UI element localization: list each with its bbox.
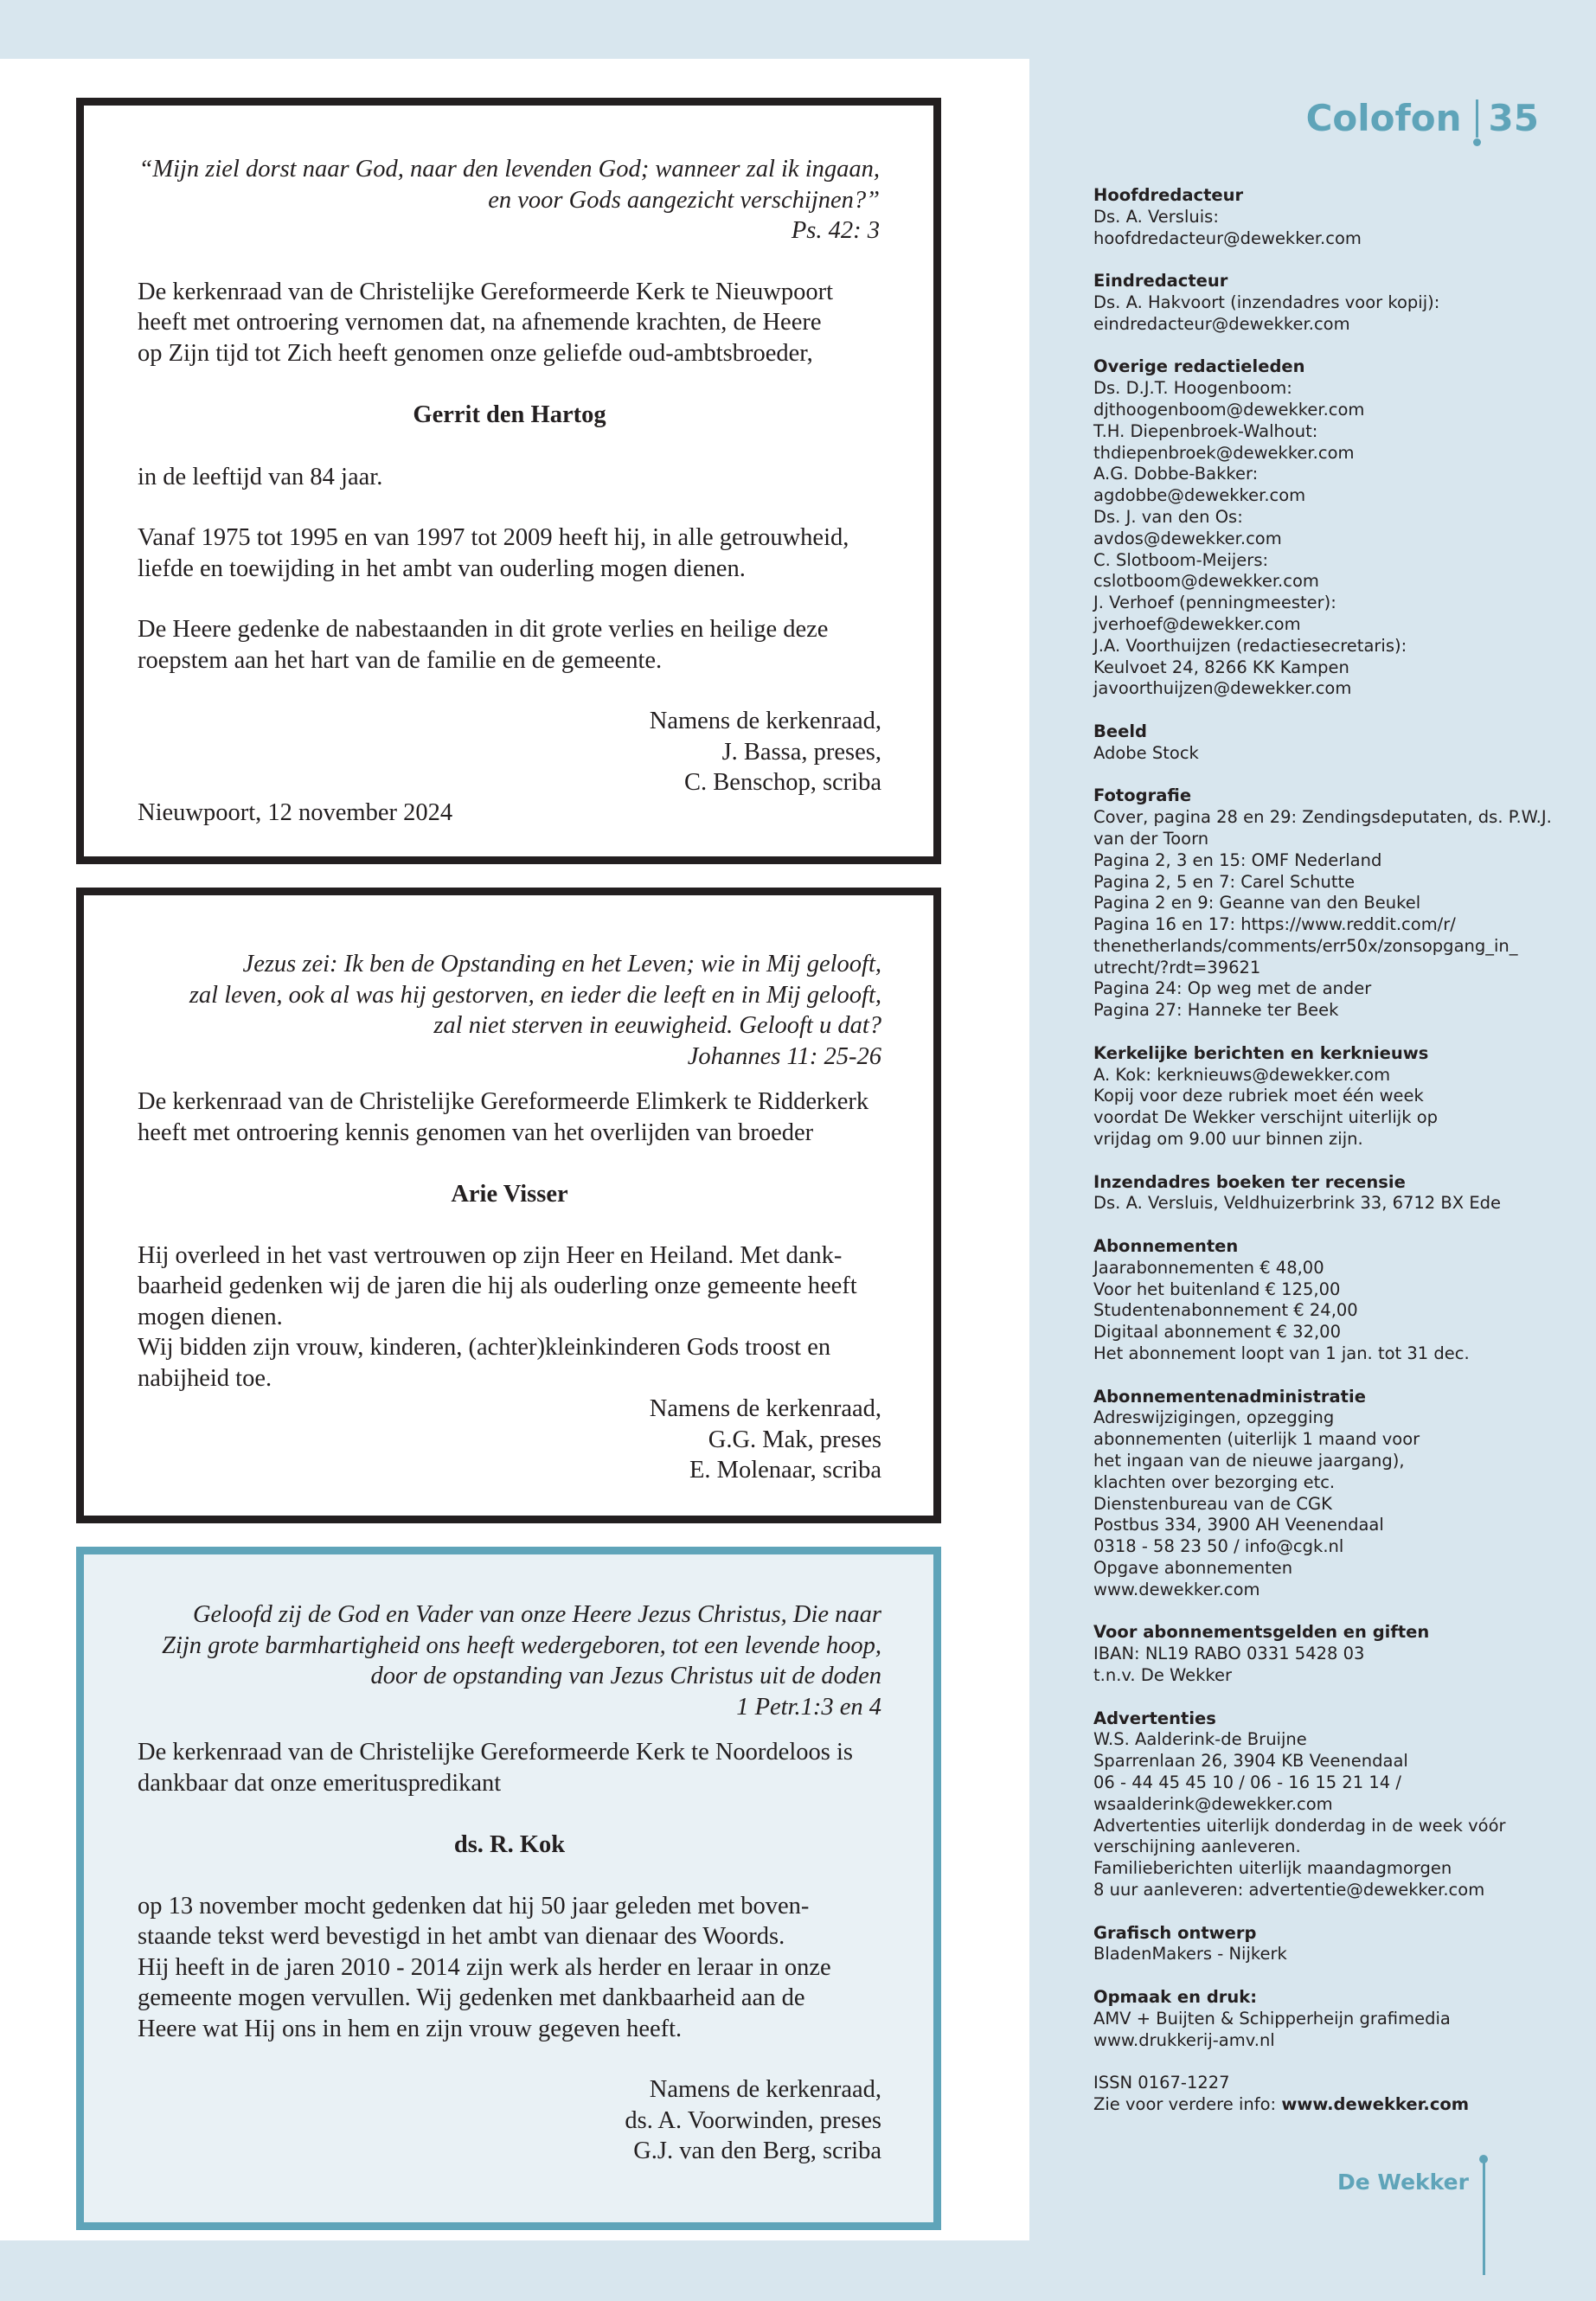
colofon-line: hoofdredacteur@dewekker.com [1093,228,1362,248]
colofon-line: J.A. Voorthuijzen (redactiesecretaris): [1093,635,1407,656]
colofon-line: 0318 - 58 23 50 / info@cgk.nl [1093,1536,1344,1557]
colofon-line: J. Verhoef (penningmeester): [1093,593,1336,613]
colofon-section [1093,1236,1561,1365]
footer-dot [1479,2155,1488,2163]
colofon-line: www.dewekker.com [1093,1579,1260,1599]
colofon-section [1093,2073,1561,2116]
signature-block [138,2074,881,2167]
colofon-section [1093,1172,1561,1215]
colofon-line: Voor het buitenland € 125,00 [1093,1279,1341,1299]
colofon-line: ISSN 0167-1227 [1093,2073,1230,2093]
colofon-line: 06 - 44 45 45 10 / 06 - 16 15 21 14 / [1093,1772,1401,1792]
bible-quote [138,949,881,1072]
colofon-line: AMV + Buijten & Schipperheijn grafimedia [1093,2008,1451,2029]
colofon-line: Adreswijzigingen, opzegging [1093,1407,1335,1428]
intro-text: De kerkenraad van de Christelijke Gereformeerde Kerk te Noordeloos is dankbaar dat onze emerituspredikant [138,1739,853,1797]
signature-block [138,706,881,798]
colofon-section [1093,1387,1561,1601]
bottom-band [0,2240,1596,2301]
colofon-line: thdiepenbroek@dewekker.com [1093,442,1355,463]
colofon-line: Keulvoet 24, 8266 KK Kampen [1093,657,1349,677]
intro-text: De kerkenraad van de Christelijke Gereformeerde Kerk te Nieuwpoort heeft met ontroering vernomen dat, na afnemende krachten, de Heere op Zijn tijd tot Zich heeft genomen onze geliefde oud-ambtsbroeder, [138,278,833,367]
top-band [0,0,1596,59]
signature-line: Namens de kerkenraad, [649,1395,881,1422]
quote-line: zal niet sterven in eeuwigheid. Gelooft u dat? [433,1012,881,1039]
colofon-line: thenetherlands/comments/err50x/zonsopgang_in_ [1093,935,1518,956]
quote-line: “Mijn ziel dorst naar God, naar den levenden God; wanneer zal ik ingaan, [138,156,880,183]
colofon-line: Ds. A. Versluis, Veldhuizerbrink 33, 6712 BX Ede [1093,1193,1502,1214]
place-date: Nieuwpoort, 12 november 2024 [138,798,453,826]
colofon-line: IBAN: NL19 RABO 0331 5428 03 [1093,1644,1365,1664]
colofon-line: Opgave abonnementen [1093,1558,1293,1578]
colofon-section [1093,185,1561,249]
colofon-section [1093,721,1561,765]
colofon-heading: Hoofdredacteur [1093,185,1244,205]
colofon-line: Dienstenbureau van de CGK [1093,1493,1332,1514]
colofon-line: Jaarabonnementen € 48,00 [1093,1257,1324,1278]
minister-name: ds. R. Kok [453,1831,566,1858]
colofon-line: www.drukkerij-amv.nl [1093,2029,1275,2050]
body-text: Hij overleed in het vast vertrouwen op zijn Heer en Heiland. Met dank- baarheid gedenken wij de jaren die hij als ouderling onze gemeente heeft mogen dienen. Wij bidden zijn vrouw, kinderen, (achter)kleinkinderen Gods troost en nabijheid toe. [138,1241,857,1392]
colofon-section [1093,1987,1561,2051]
colofon-section [1093,1043,1561,1150]
section-title: Colofon [1305,97,1462,139]
colofon-line: Adobe Stock [1093,742,1199,763]
service-text: Vanaf 1975 tot 1995 en van 1997 tot 2009 heeft hij, in alle getrouwheid, liefde en toewijding in het ambt van ouderling mogen dienen. [138,524,849,582]
colofon-section [1093,1708,1561,1901]
colofon-line: vrijdag om 9.00 uur binnen zijn. [1093,1129,1363,1150]
quote-line: Jezus zei: Ik ben de Opstanding en het Leven; wie in Mij gelooft, [242,951,881,977]
colofon-line: voordat De Wekker verschijnt uiterlijk op [1093,1107,1439,1128]
colofon-line: Digitaal abonnement € 32,00 [1093,1322,1341,1343]
colofon-line: C. Slotboom-Meijers: [1093,549,1269,570]
colofon-heading: Grafisch ontwerp [1093,1922,1257,1943]
more-info-label: Zie voor verdere info: [1093,2093,1282,2114]
quote-line: en voor Gods aangezicht verschijnen?” [488,186,880,214]
obituary-notice-den-hartog [76,98,941,864]
colofon-line: jverhoef@dewekker.com [1093,613,1301,634]
colofon-heading: Advertenties [1093,1708,1216,1728]
colofon-heading: Inzendadres boeken ter recensie [1093,1171,1406,1192]
colofon-section [1093,271,1561,335]
colofon-line: utrecht/?rdt=39621 [1093,957,1261,977]
bible-quote [138,1599,881,1722]
colofon-line: Ds. J. van den Os: [1093,506,1243,527]
colofon-section [1093,785,1561,1022]
colofon-heading: Fotografie [1093,785,1192,806]
signature-line: G.J. van den Berg, scriba [633,2138,881,2164]
footer-brand: De Wekker [1337,2170,1469,2195]
header-divider [1476,99,1478,138]
colofon-line: Studentenabonnement € 24,00 [1093,1300,1358,1321]
website-link[interactable]: www.dewekker.com [1281,2093,1470,2114]
colofon-line: T.H. Diepenbroek-Walhout: [1093,420,1318,441]
colofon-section [1093,356,1561,700]
colofon-line: Ds. D.J.T. Hoogenboom: [1093,378,1292,399]
quote-line: zal leven, ook al was hij gestorven, en ieder die leeft en in Mij gelooft, [189,981,881,1009]
colofon-line: abonnementen (uiterlijk 1 maand voor [1093,1429,1420,1450]
colofon-line: Advertenties uiterlijk donderdag in de week vóór [1093,1815,1506,1836]
colofon-line: wsaalderink@dewekker.com [1093,1793,1333,1814]
colofon-line: javoorthuijzen@dewekker.com [1093,678,1352,699]
colofon-heading: Eindredacteur [1093,271,1228,292]
colofon-section [1093,1622,1561,1686]
colofon-heading: Abonnementen [1093,1236,1239,1257]
colofon-list [1093,185,1561,2116]
colofon-heading: Opmaak en druk: [1093,1986,1258,2007]
colofon-line: van der Toorn [1093,828,1209,849]
signature-line: J. Bassa, preses, [721,738,881,766]
quote-reference: Johannes 11: 25-26 [687,1042,881,1070]
age-text: in de leeftijd van 84 jaar. [138,463,383,490]
colofon-line: 8 uur aanleveren: advertentie@dewekker.com [1093,1879,1485,1900]
colofon-heading: Abonnementenadministratie [1093,1386,1366,1407]
colofon-line: Ds. A. Hakvoort (inzendadres voor kopij): [1093,292,1440,312]
colofon-line: Pagina 2, 3 en 15: OMF Nederland [1093,849,1382,870]
colofon-section [1093,1923,1561,1966]
colofon-line: Kopij voor deze rubriek moet één week [1093,1086,1424,1106]
colofon-line: verschijning aanleveren. [1093,1836,1301,1857]
page-number: 35 [1488,97,1539,139]
colofon-line: Sparrenlaan 26, 3904 KB Veenendaal [1093,1751,1408,1772]
body-text: op 13 november mocht gedenken dat hij 50 jaar geleden met boven- staande tekst werd bevestigd in het ambt van dienaar des Woords. Hij heeft in de jaren 2010 - 2014 zijn werk als herder en leraar in onze gemeente mogen vervullen. Wij gedenken met dankbaarheid aan de Heere wat Hij ons in hem en zijn vrouw gegeven heeft. [138,1892,831,2042]
quote-reference: Ps. 42: 3 [791,217,880,244]
intro-text: De kerkenraad van de Christelijke Gereformeerde Elimkerk te Ridderkerk heeft met ontroering kennis genomen van het overlijden van broeder [138,1088,869,1146]
colofon-line: Het abonnement loopt van 1 jan. tot 31 dec. [1093,1343,1470,1364]
colofon-line: Familieberichten uiterlijk maandagmorgen [1093,1858,1452,1879]
quote-line: Zijn grote barmhartigheid ons heeft wedergeboren, tot een levende hoop, [162,1631,881,1659]
signature-line: ds. A. Voorwinden, preses [625,2106,881,2134]
colofon-line: klachten over bezorging etc. [1093,1471,1336,1492]
colofon-header [1306,97,1539,139]
colofon-line: agdobbe@dewekker.com [1093,485,1306,506]
bible-quote [138,154,881,247]
colofon-line: A.G. Dobbe-Bakker: [1093,464,1259,484]
obituary-notice-visser [76,888,941,1523]
colofon-heading: Overige redactieleden [1093,356,1305,377]
signature-line: Namens de kerkenraad, [649,708,881,734]
signature-line: C. Benschop, scriba [684,769,881,796]
wish-text: De Heere gedenke de nabestaanden in dit grote verlies en heilige deze roepstem aan het hart van de familie en de gemeente. [138,616,829,674]
colofon-line: A. Kok: kerknieuws@dewekker.com [1093,1064,1391,1085]
quote-line: door de opstanding van Jezus Christus uit de doden [370,1663,881,1689]
colofon-line: Pagina 16 en 17: https://www.reddit.com/r/ [1093,914,1456,935]
quote-line: Geloofd zij de God en Vader van onze Heere Jezus Christus, Die naar [192,1601,881,1628]
jubilee-notice-kok [76,1547,941,2230]
colofon-heading: Kerkelijke berichten en kerknieuws [1093,1042,1429,1063]
colofon-line: BladenMakers - Nijkerk [1093,1944,1287,1965]
colofon-heading: Voor abonnementsgelden en giften [1093,1622,1430,1643]
colofon-line: Ds. A. Versluis: [1093,206,1219,227]
colofon-line: avdos@dewekker.com [1093,528,1282,548]
colofon-line: Pagina 2 en 9: Geanne van den Beukel [1093,893,1421,913]
more-info-line [1093,2094,1561,2116]
signature-block [138,1394,881,1486]
signature-line: G.G. Mak, preses [708,1426,881,1453]
colofon-line: djthoogenboom@dewekker.com [1093,399,1365,420]
deceased-name: Arie Visser [451,1181,568,1208]
colofon-line: eindredacteur@dewekker.com [1093,313,1350,334]
colofon-line: het ingaan van de nieuwe jaargang), [1093,1451,1405,1471]
footer-divider [1483,2159,1485,2275]
quote-reference: 1 Petr.1:3 en 4 [736,1693,881,1721]
colofon-heading: Beeld [1093,721,1147,741]
colofon-line: W.S. Aalderink-de Bruijne [1093,1729,1307,1750]
colofon-line: Pagina 24: Op weg met de ander [1093,978,1372,999]
signature-line: E. Molenaar, scriba [689,1457,881,1484]
colofon-line: Pagina 27: Hanneke ter Beek [1093,1000,1339,1021]
colofon-line: Cover, pagina 28 en 29: Zendingsdeputaten, ds. P.W.J. [1093,807,1552,828]
signature-line: Namens de kerkenraad, [649,2076,881,2103]
colofon-line: t.n.v. De Wekker [1093,1664,1233,1685]
colofon-line: Pagina 2, 5 en 7: Carel Schutte [1093,871,1356,892]
deceased-name: Gerrit den Hartog [413,401,606,428]
colofon-line: Postbus 334, 3900 AH Veenendaal [1093,1515,1384,1535]
colofon-line: cslotboom@dewekker.com [1093,571,1319,592]
